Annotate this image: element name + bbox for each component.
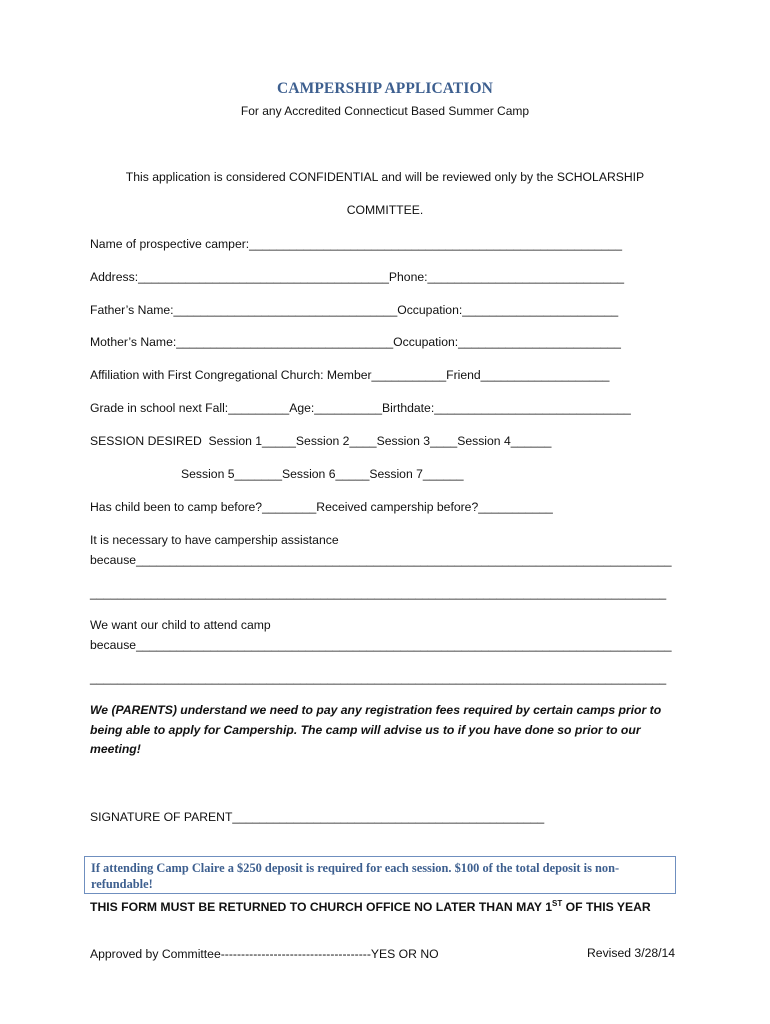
camp-history-field[interactable]: Has child been to camp before?________Received campership before?___________ bbox=[90, 500, 553, 514]
father-name-occupation-field[interactable]: Father’s Name:_________________________________Occupation:_______________________ bbox=[90, 303, 619, 317]
return-deadline-text-end: OF THIS YEAR bbox=[562, 900, 651, 914]
parents-statement: We (PARENTS) understand we need to pay any registration fees required by certain camps prior to being able to apply for Campership. The camp will advise us to if you have done so prior to our meeting! bbox=[90, 703, 662, 756]
camper-name-field[interactable]: Name of prospective camper:_______________________________________________________ bbox=[90, 237, 622, 251]
return-deadline-superscript: ST bbox=[552, 899, 563, 908]
page-subtitle: For any Accredited Connecticut Based Summer Camp bbox=[240, 104, 530, 118]
mother-name-occupation-field[interactable]: Mother’s Name:________________________________Occupation:________________________ bbox=[90, 335, 621, 349]
revision-date: Revised 3/28/14 bbox=[587, 946, 676, 960]
grade-age-birthdate-field[interactable]: Grade in school next Fall:_________Age:__________Birthdate:_____________________________ bbox=[90, 401, 631, 415]
parent-signature-field[interactable]: SIGNATURE OF PARENT______________________________________________ bbox=[90, 810, 545, 824]
assistance-question: It is necessary to have campership assistance bbox=[90, 533, 339, 547]
page-title: CAMPERSHIP APPLICATION bbox=[277, 80, 493, 97]
committee-approval: Approved by Committee-------------------------------------YES OR NO bbox=[90, 947, 439, 961]
return-deadline-text: THIS FORM MUST BE RETURNED TO CHURCH OFFICE NO LATER THAN MAY 1 bbox=[90, 900, 553, 914]
return-deadline-notice bbox=[90, 899, 651, 915]
sessions-desired-row-2[interactable]: Session 5_______Session 6_____Session 7______ bbox=[181, 467, 464, 481]
assistance-answer-line-2[interactable]: _____________________________________________________________________________________ bbox=[90, 586, 667, 600]
sessions-desired-row-1[interactable]: SESSION DESIRED Session 1_____Session 2____Session 3____Session 4______ bbox=[90, 434, 552, 448]
deposit-notice-box: If attending Camp Claire a $250 deposit is required for each session. $100 of the total deposit is non-refundable! bbox=[84, 856, 676, 894]
attend-answer-line-1[interactable]: because_______________________________________________________________________________ bbox=[90, 638, 672, 652]
confidential-notice-line-2: COMMITTEE. bbox=[346, 203, 424, 217]
attend-question: We want our child to attend camp bbox=[90, 618, 271, 632]
attend-answer-line-2[interactable]: _____________________________________________________________________________________ bbox=[90, 671, 667, 685]
church-affiliation-field[interactable]: Affiliation with First Congregational Church: Member___________Friend___________________ bbox=[90, 368, 610, 382]
address-phone-field[interactable]: Address:_____________________________________Phone:_____________________________ bbox=[90, 270, 625, 284]
confidential-notice-line-1: This application is considered CONFIDENTIAL and will be reviewed only by the SCHOLARSHIP bbox=[125, 170, 645, 184]
assistance-answer-line-1[interactable]: because_______________________________________________________________________________ bbox=[90, 553, 672, 567]
